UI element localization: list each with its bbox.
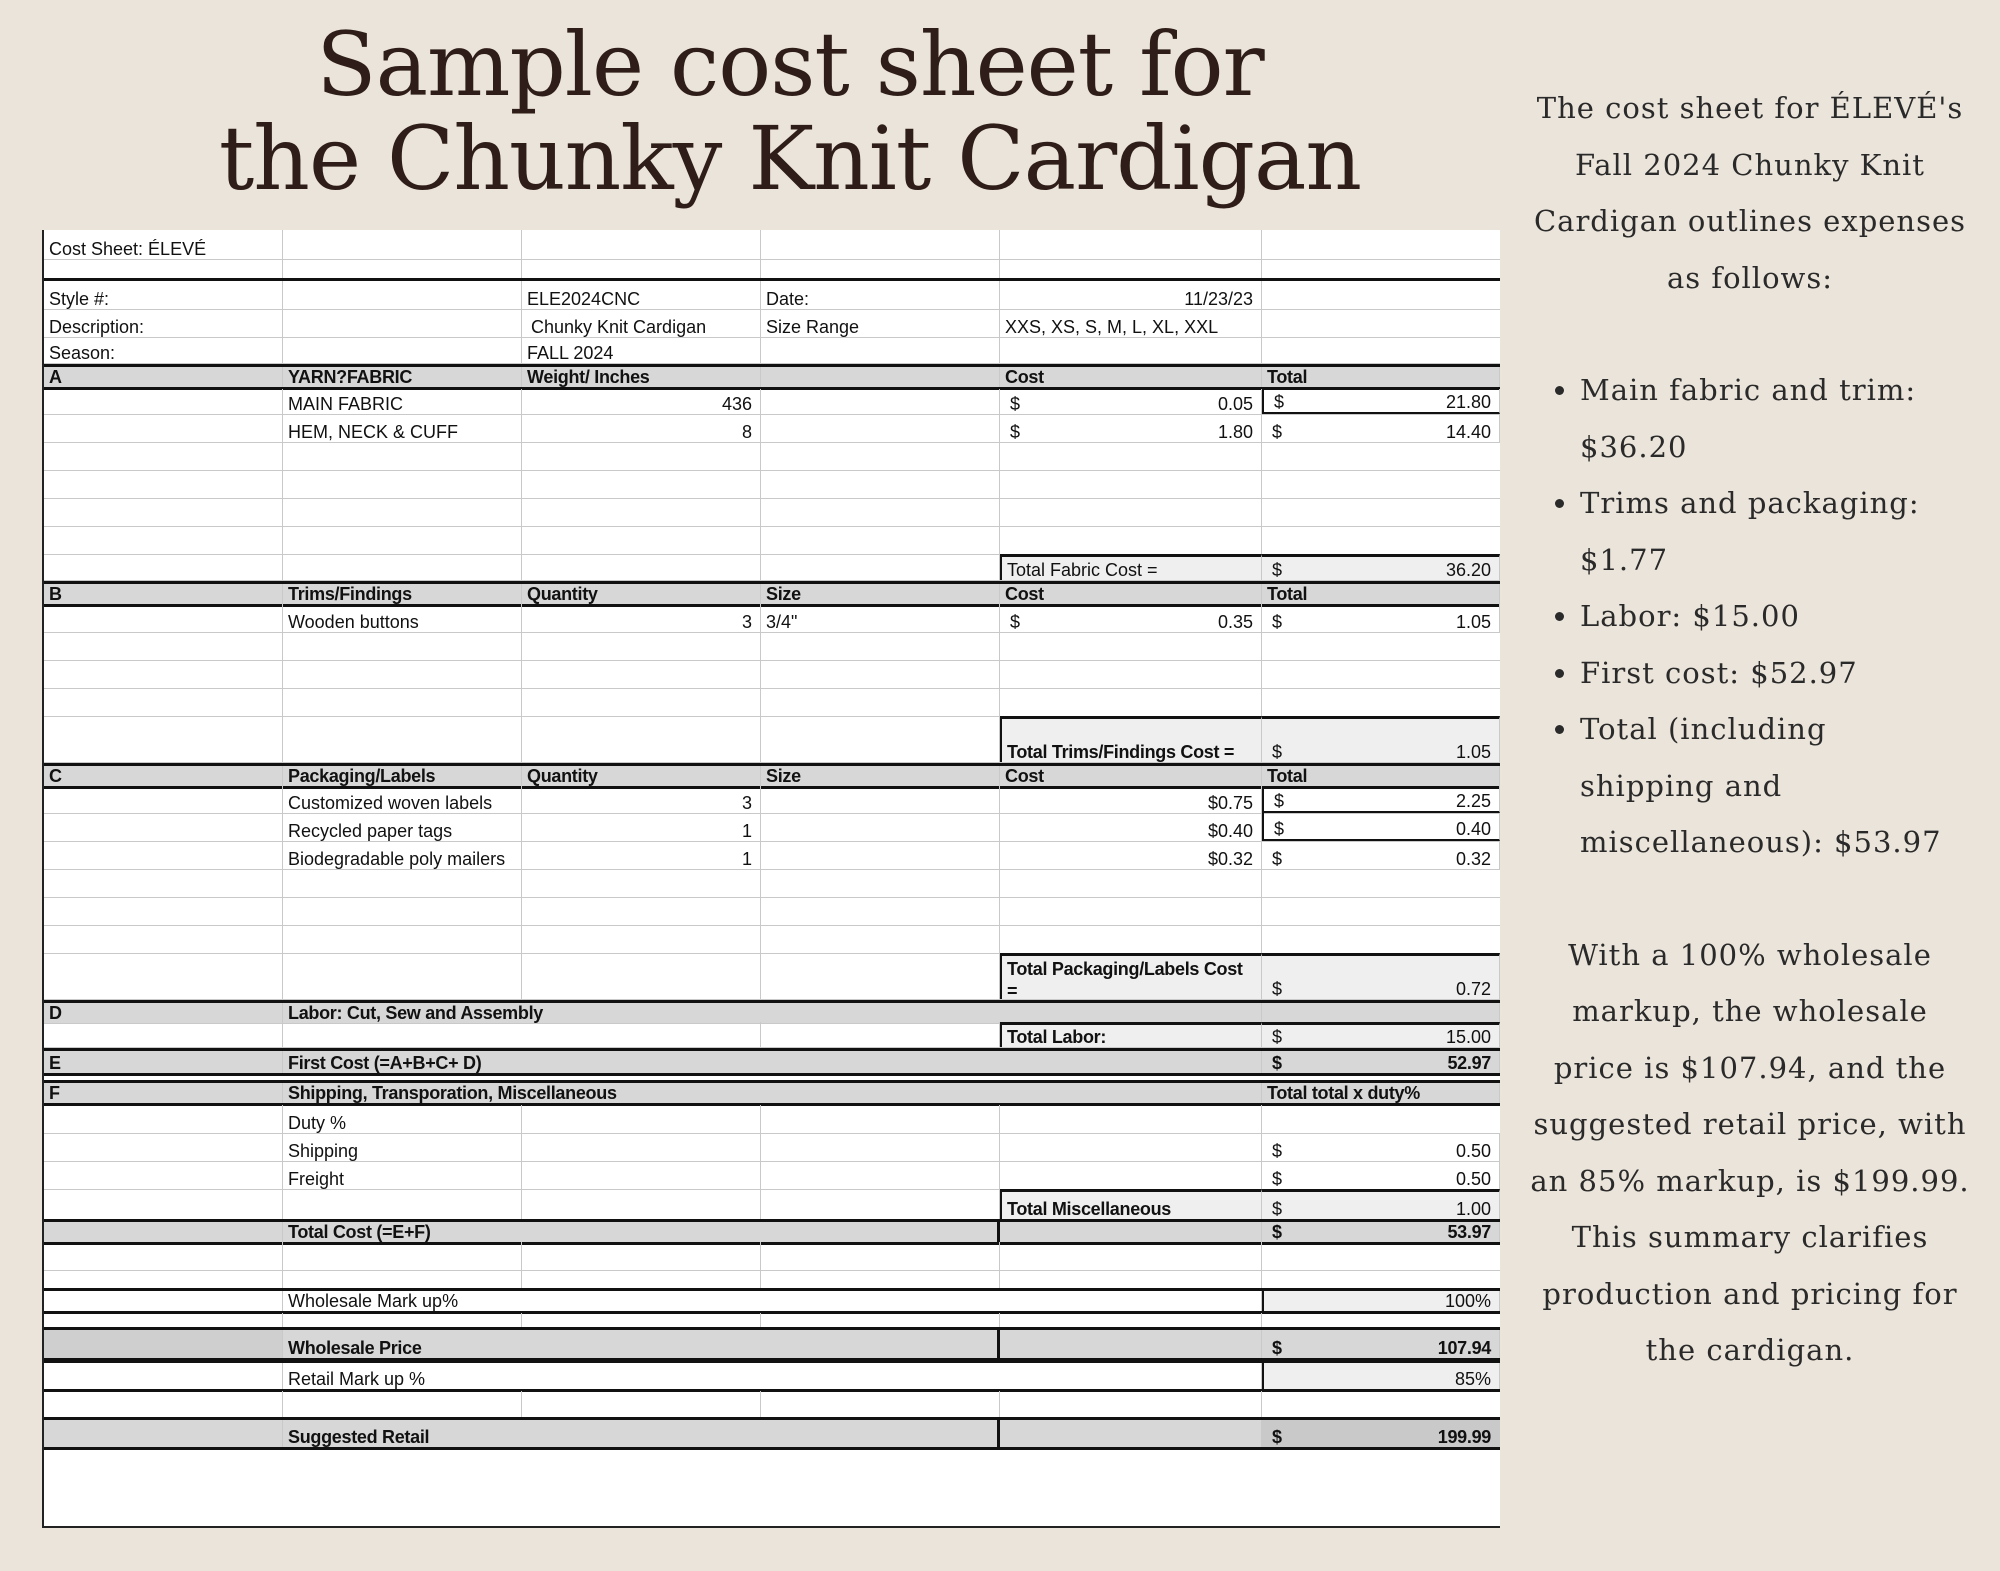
table-row bbox=[44, 1391, 1500, 1418]
table-row bbox=[44, 309, 1500, 338]
table-row bbox=[44, 259, 1500, 281]
table-row bbox=[44, 688, 1500, 717]
retail-markup-row: Retail Mark up % 85% bbox=[44, 1360, 1500, 1392]
style-label: Style #: bbox=[44, 281, 283, 309]
section-c-header: C Packaging/Labels Quantity Size Cost Total bbox=[44, 763, 1500, 789]
table-row: Recycled paper tags 1 $0.40 $ 0.40 bbox=[44, 813, 1500, 842]
misc-total-label: Total Miscellaneous bbox=[1000, 1189, 1262, 1219]
cost-sheet-table bbox=[42, 230, 1500, 1528]
list-item: • First cost: $52.97 bbox=[1580, 645, 1970, 702]
section-f-header: F Shipping, Transporation, Miscellaneous Total total x duty% bbox=[44, 1080, 1500, 1106]
suggested-retail-value: $ 199.99 bbox=[1262, 1420, 1500, 1447]
table-row bbox=[44, 632, 1500, 661]
total-cost-row: Total Cost (=E+F) $ 53.97 bbox=[44, 1219, 1500, 1245]
labor-total-label: Total Labor: bbox=[1000, 1022, 1262, 1047]
title-line-1: Sample cost sheet for bbox=[316, 13, 1264, 116]
retail-markup-value: 85% bbox=[1262, 1363, 1500, 1389]
size-range-label: Size Range bbox=[761, 309, 1000, 337]
table-row bbox=[44, 869, 1500, 898]
date-value: 11/23/23 bbox=[1000, 281, 1262, 309]
cost-sheet-label: Cost Sheet: ÉLEVÉ bbox=[44, 230, 283, 259]
list-item: • Labor: $15.00 bbox=[1580, 588, 1970, 645]
wholesale-price-row: Wholesale Price $ 107.94 bbox=[44, 1327, 1500, 1361]
table-row bbox=[44, 1313, 1500, 1328]
season-label: Season: bbox=[44, 337, 283, 363]
wholesale-price-value: $ 107.94 bbox=[1262, 1330, 1500, 1358]
summary-intro: The cost sheet for ÉLEVÉ's Fall 2024 Chunky Knit Cardigan outlines expenses as follows: bbox=[1533, 91, 1967, 295]
summary-list bbox=[1530, 362, 1970, 871]
table-row bbox=[44, 442, 1500, 471]
packaging-total-label: Total Packaging/Labels Cost = bbox=[1000, 953, 1262, 999]
list-item: • Total (including shipping and miscellaneous): $53.97 bbox=[1580, 701, 1970, 871]
style-value: ELE2024CNC bbox=[522, 281, 761, 309]
table-row bbox=[44, 470, 1500, 499]
trims-total-value: $ 1.05 bbox=[1262, 716, 1500, 762]
table-row bbox=[44, 925, 1500, 954]
total-cost-value: $ 53.97 bbox=[1262, 1222, 1500, 1242]
section-d-header: D Labor: Cut, Sew and Assembly bbox=[44, 1000, 1500, 1024]
fabric-total-value: $ 36.20 bbox=[1262, 554, 1500, 580]
table-row: MAIN FABRIC 436 $ 0.05 $ 21.80 bbox=[44, 389, 1500, 415]
table-row: Freight $ 0.50 bbox=[44, 1161, 1500, 1190]
section-b-total-row bbox=[44, 716, 1500, 763]
table-row bbox=[44, 230, 1500, 260]
trims-total-label: Total Trims/Findings Cost = bbox=[1000, 716, 1262, 762]
title-line-2: the Chunky Knit Cardigan bbox=[218, 107, 1362, 210]
first-cost-value: $ 52.97 bbox=[1262, 1051, 1500, 1073]
summary-outro: With a 100% wholesale markup, the wholesale price is $107.94, and the suggested retail price, with an 85% markup, is $199.99. This summary clarifies production and pricing for the cardigan. bbox=[1530, 937, 1970, 1367]
labor-total-value: $ 15.00 bbox=[1262, 1022, 1500, 1047]
section-a-header: A YARN?FABRIC Weight/ Inches Cost Total bbox=[44, 364, 1500, 390]
date-label: Date: bbox=[761, 281, 1000, 309]
section-c-total-row bbox=[44, 953, 1500, 1000]
table-row bbox=[44, 1022, 1500, 1048]
table-row bbox=[44, 897, 1500, 926]
description-value: Chunky Knit Cardigan bbox=[522, 309, 761, 337]
section-e-row: E First Cost (=A+B+C+ D) $ 52.97 bbox=[44, 1048, 1500, 1076]
wholesale-markup-value: 100% bbox=[1262, 1291, 1500, 1311]
table-row bbox=[44, 281, 1500, 310]
table-row: Wooden buttons 3 3/4" $ 0.35 $ 1.05 bbox=[44, 604, 1500, 633]
table-row bbox=[44, 337, 1500, 364]
table-row: Shipping $ 0.50 bbox=[44, 1133, 1500, 1162]
suggested-retail-row: Suggested Retail $ 199.99 bbox=[44, 1417, 1500, 1450]
table-row: Biodegradable poly mailers 1 $0.32 $ 0.32 bbox=[44, 841, 1500, 870]
table-row bbox=[44, 660, 1500, 689]
wholesale-markup-row: Wholesale Mark up% 100% bbox=[44, 1288, 1500, 1314]
section-b-header: B Trims/Findings Quantity Size Cost Total bbox=[44, 581, 1500, 607]
misc-total-value: $ 1.00 bbox=[1262, 1189, 1500, 1219]
table-row bbox=[44, 526, 1500, 555]
table-row bbox=[44, 1242, 1500, 1271]
section-a-total-row bbox=[44, 554, 1500, 581]
table-row: Customized woven labels 3 $0.75 $ 2.25 bbox=[44, 786, 1500, 814]
table-row: HEM, NECK & CUFF 8 $ 1.80 $ 14.40 bbox=[44, 414, 1500, 443]
table-row bbox=[44, 498, 1500, 527]
summary-panel bbox=[1530, 80, 1970, 1379]
page-title bbox=[150, 13, 1430, 210]
table-row: Duty % bbox=[44, 1105, 1500, 1134]
list-item: • Trims and packaging: $1.77 bbox=[1580, 475, 1970, 588]
fabric-total-label: Total Fabric Cost = bbox=[1000, 554, 1262, 580]
list-item: • Main fabric and trim: $36.20 bbox=[1580, 362, 1970, 475]
table-row bbox=[44, 1270, 1500, 1289]
season-value: FALL 2024 bbox=[522, 337, 761, 363]
packaging-total-value: $ 0.72 bbox=[1262, 953, 1500, 999]
description-label: Description: bbox=[44, 309, 283, 337]
size-range-value: XXS, XS, S, M, L, XL, XXL bbox=[1000, 309, 1262, 337]
section-f-total-row bbox=[44, 1189, 1500, 1220]
